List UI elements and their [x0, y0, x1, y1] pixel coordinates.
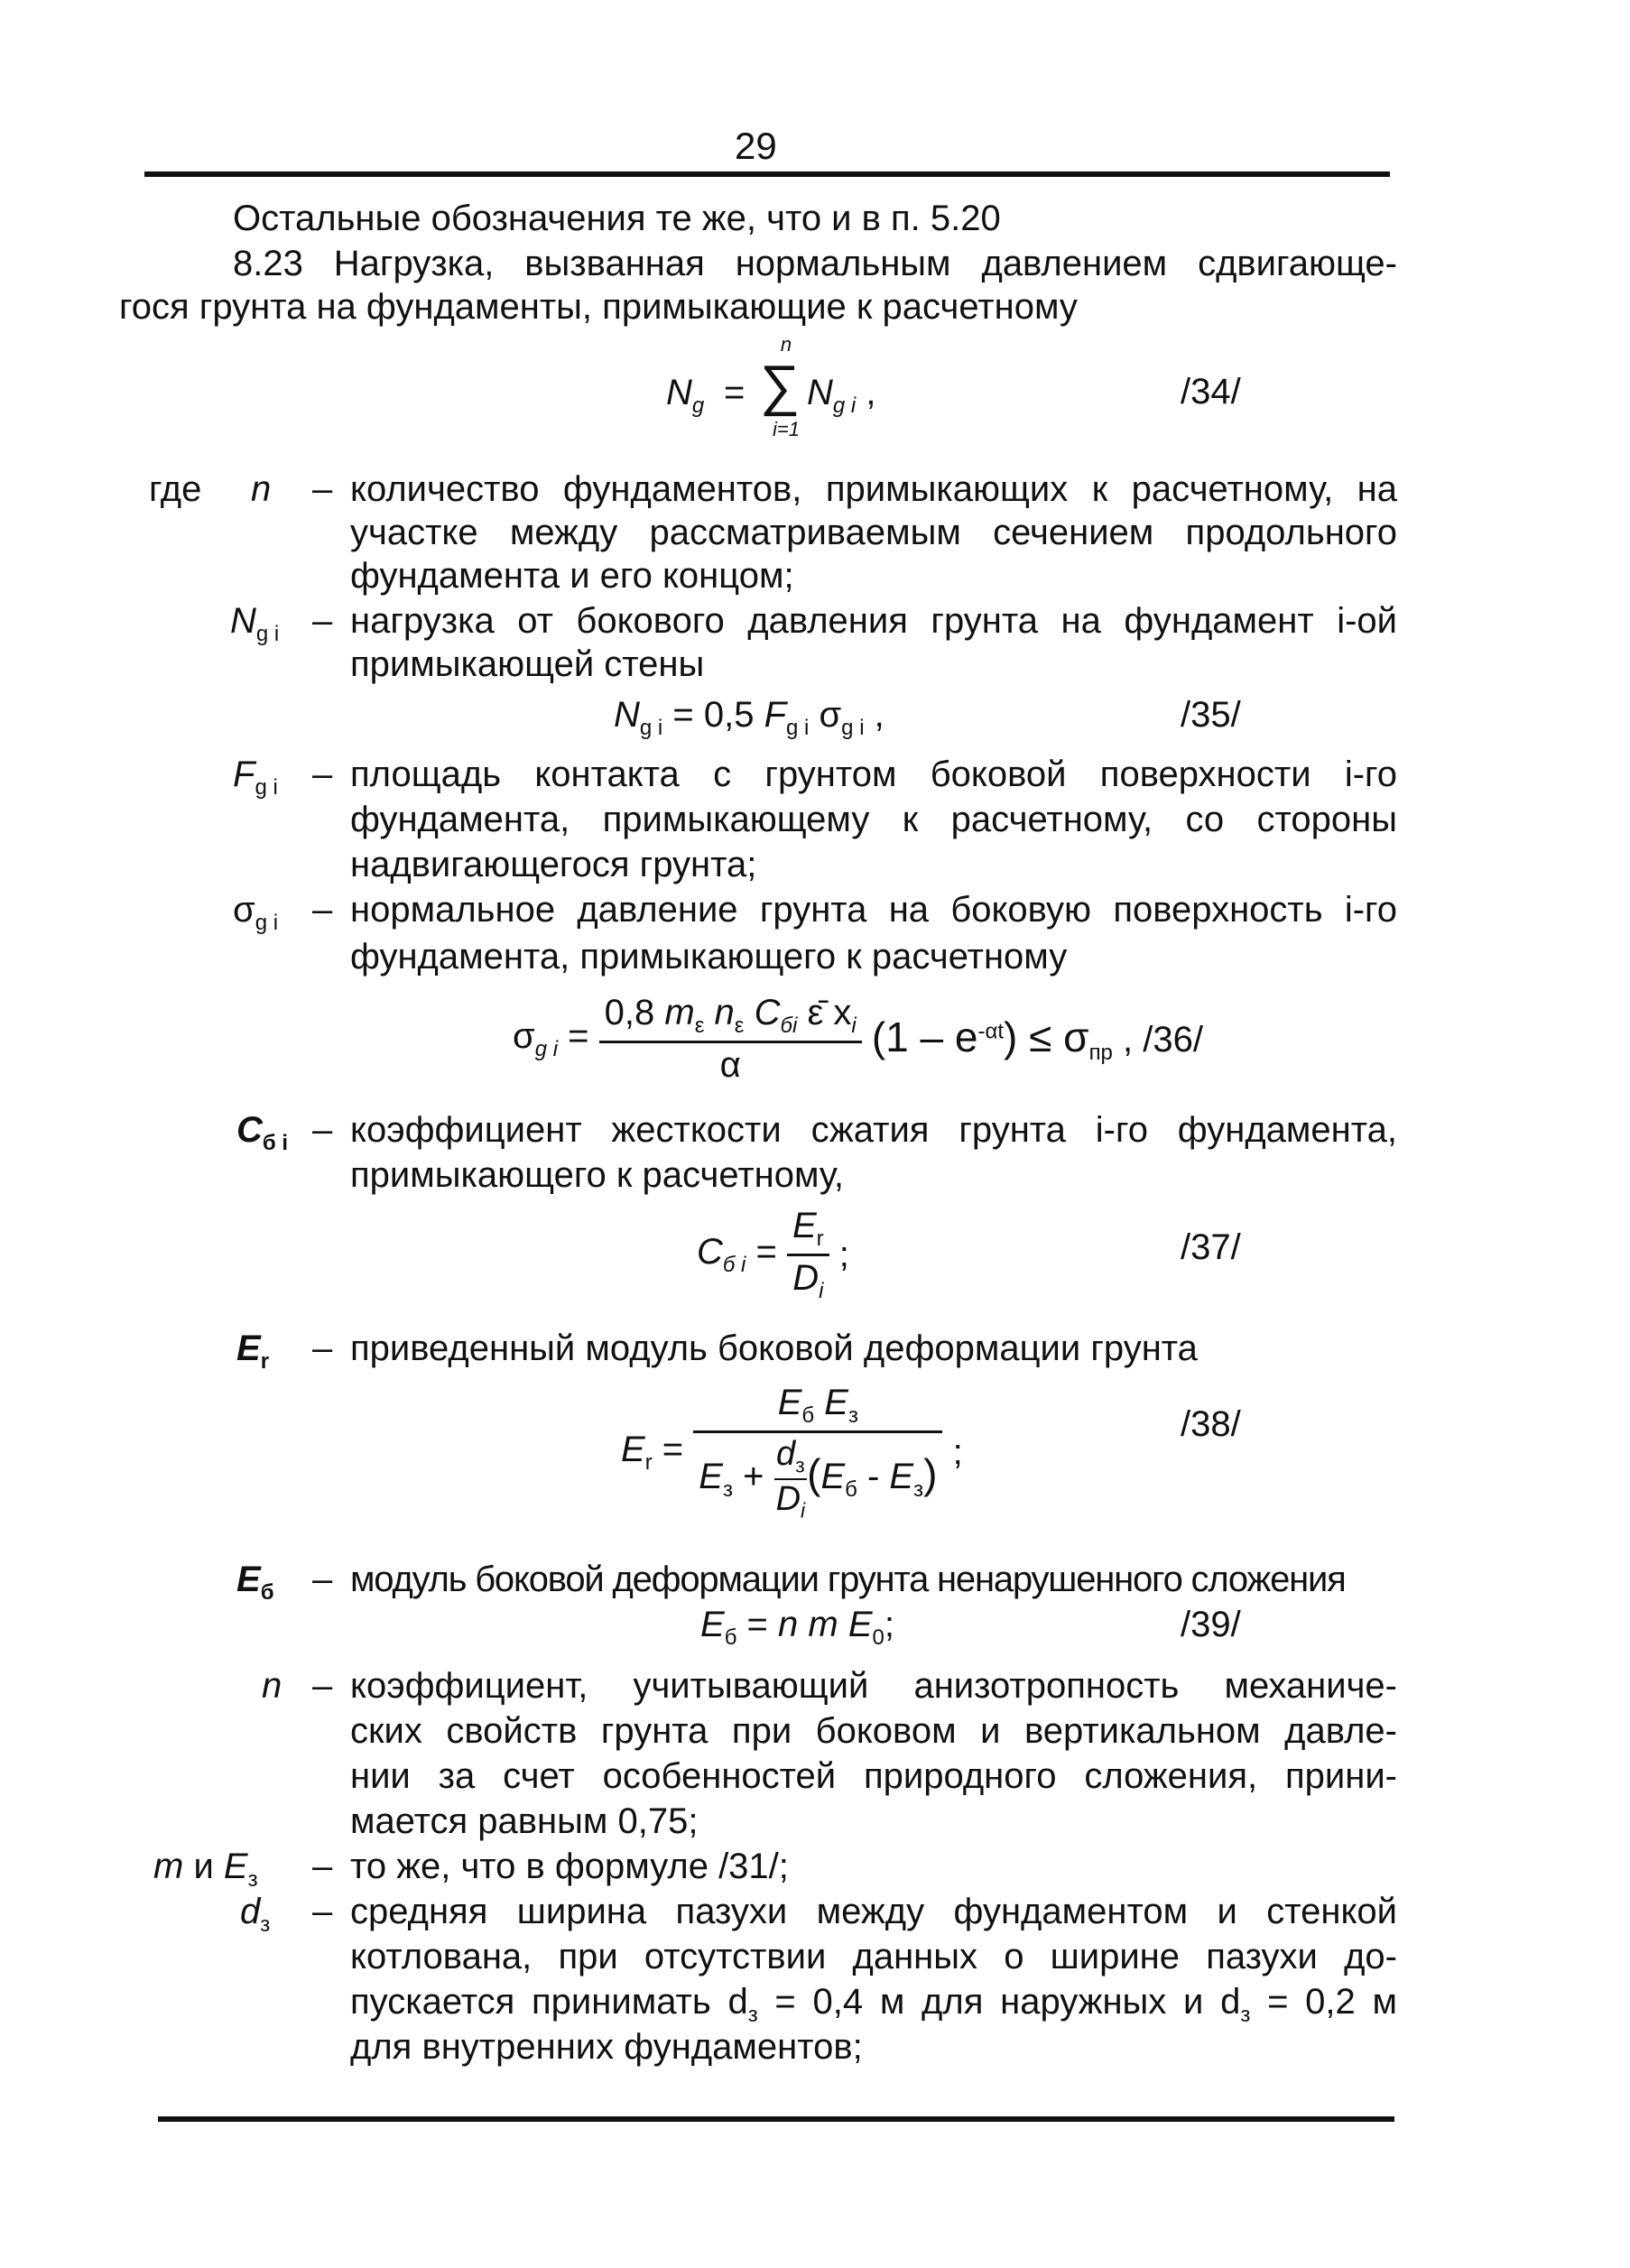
def-d3-dash: –: [312, 1892, 333, 1931]
formula-38-number: /38/: [1181, 1404, 1241, 1444]
formula-35-number: /35/: [1181, 695, 1241, 735]
formula-36-fraction: $\frac{0,8 m_\varepsilon n_\varepsilon C_{бi} \varepsilon̄ x_i}{\alpha}$: [599, 993, 862, 1086]
def-d3-line2: котлована, при отсутствии данных о ширине пазухи до-: [350, 1937, 1397, 1976]
def-d3-line4: для внутренних фундаментов;: [350, 2027, 863, 2067]
def-n-line2: участке между рассматриваемым сечением продольного: [350, 513, 1397, 552]
def-n2-symbol: n: [262, 1666, 282, 1706]
formula-38: $E_r$ = $E_б$ $E_з$ $E_з$ + $\frac{d_з}{D_i}$ $(E_б - E_з)$ ;: [621, 1383, 963, 1523]
def-cbi-dash: –: [312, 1110, 333, 1150]
formula-37: $C_{б i}$ = $\frac{E_r}{D_i}$ ;: [697, 1206, 849, 1303]
where-word: где: [149, 469, 202, 509]
top-rule: [144, 171, 1390, 177]
def-n2-line4: мается равным 0,75;: [350, 1801, 699, 1841]
def-cbi-symbol: $C_{б i}$: [236, 1110, 289, 1155]
def-ngi-line2: примыкающей стены: [350, 644, 705, 684]
def-n2-line1: коэффициент, учитывающий анизотропность механиче-: [350, 1666, 1397, 1706]
def-fgi-line2: фундамента, примыкающему к расчетному, со стороны: [350, 800, 1397, 839]
intro-line: Остальные обозначения те же, что и в п. 5.20: [233, 199, 1001, 238]
def-er-line1: приведенный модуль боковой деформации грунта: [350, 1328, 1198, 1368]
def-ngi-line1: нагрузка от бокового давления грунта на фундамент i-ой: [350, 601, 1397, 641]
def-eb-dash: –: [312, 1560, 333, 1599]
def-fgi-line1: площадь контакта с грунтом боковой поверхности i-го: [350, 754, 1397, 794]
def-n2-line2: ских свойств грунта при боковом и вертикальном давле-: [350, 1711, 1397, 1751]
def-cbi-line2: примыкающего к расчетному,: [350, 1155, 845, 1195]
bottom-rule: [158, 2116, 1394, 2122]
para-8-23-line2: гося грунта на фундаменты, примыкающие к расчетному: [119, 287, 1078, 327]
def-sigma-line1: нормальное давление грунта на боковую поверхность i-го: [350, 890, 1397, 930]
def-ngi-dash: –: [312, 601, 333, 641]
formula-35: $N_{g i} = 0,5$ $F_{g i}$ $\sigma_{g i}$ ,: [614, 695, 884, 740]
def-n2-dash: –: [312, 1666, 333, 1706]
def-fgi-symbol: $F_{g i}$: [233, 754, 278, 800]
def-me3-line1: то же, что в формуле /31/;: [350, 1847, 789, 1886]
def-sigma-symbol: $\sigma_{g i}$: [233, 890, 279, 935]
formula-34-number: /34/: [1181, 372, 1241, 412]
formula-39: $E_б = n$ m $E_0$;: [700, 1605, 895, 1650]
def-sigma-line2: фундамента, примыкающего к расчетному: [350, 937, 1068, 977]
def-cbi-line1: коэффициент жесткости сжатия грунта i-го фундамента,: [350, 1110, 1397, 1150]
page-number: 29: [735, 125, 777, 167]
para-8-23-line1: 8.23 Нагрузка, вызванная нормальным давлением сдвигающе-: [233, 244, 1397, 283]
formula-37-number: /37/: [1181, 1227, 1241, 1267]
formula-36-numerator: 0,8 $m_\varepsilon$ $n_\varepsilon$ $C_{бi}$ ε̄ $x_i$: [604, 993, 857, 1038]
def-me3-dash: –: [312, 1847, 333, 1886]
def-fgi-dash: –: [312, 754, 333, 794]
def-fgi-line3: надвигающегося грунта;: [350, 845, 757, 884]
def-d3-line3: пускается принимать $d_з = 0,4$ м для наружных и $d_з = 0,2$ м: [350, 1982, 1397, 2027]
def-me3-symbol: m и $E_з$: [153, 1847, 258, 1892]
def-eb-line1: модуль боковой деформации грунта ненарушенного сложения: [350, 1560, 1346, 1599]
def-n-line3: фундамента и его концом;: [350, 556, 794, 596]
formula-36: $\sigma_{g i}$ = $\frac{0,8 m_\varepsilon n_\varepsilon C_{бi} \varepsilon̄ x_i}{\alpha}$ $(1 - e^{-\alpha t}) \le \sigma_{пр}$ , /36/: [513, 993, 1203, 1085]
def-sigma-dash: –: [312, 890, 333, 930]
def-ngi-symbol: $N_{g i}$: [230, 601, 280, 646]
def-eb-symbol: $E_б$: [236, 1560, 274, 1605]
def-d3-line1: средняя ширина пазухи между фундаментом и стенкой: [350, 1892, 1397, 1931]
def-n2-line3: нии за счет особенностей природного сложения, прини-: [350, 1756, 1397, 1796]
def-n-symbol: n: [251, 469, 272, 509]
def-d3-symbol: $d_з$: [240, 1892, 271, 1937]
def-n-line1: количество фундаментов, примыкающих к расчетному, на: [350, 469, 1397, 509]
def-er-dash: –: [312, 1328, 333, 1368]
def-n-dash: –: [312, 469, 333, 509]
def-er-symbol: $E_r$: [236, 1328, 270, 1374]
formula-39-number: /39/: [1181, 1605, 1241, 1644]
